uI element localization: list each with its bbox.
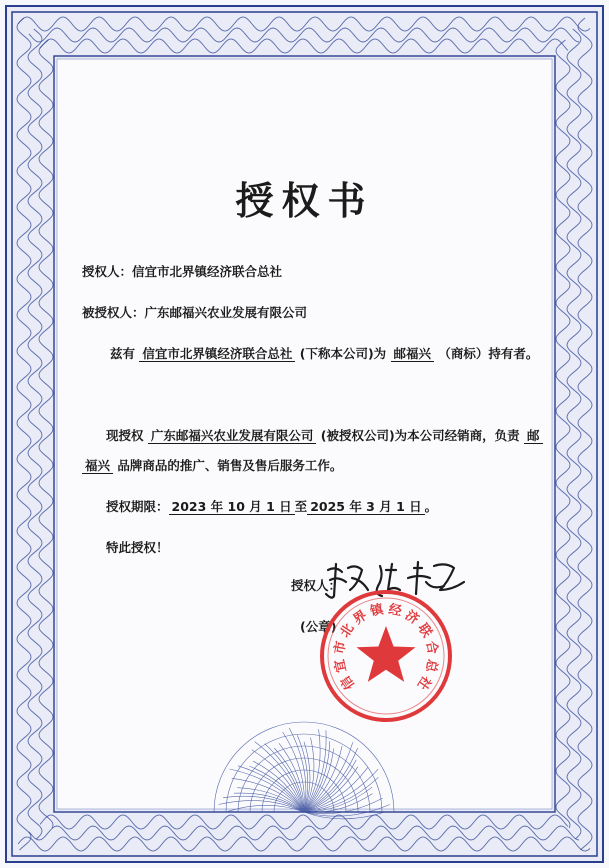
svg-text:信: 信 bbox=[338, 672, 359, 693]
para2-brand-part2: 福兴 bbox=[82, 458, 113, 474]
svg-text:镇: 镇 bbox=[369, 602, 385, 620]
paragraph-2-line-1 bbox=[106, 426, 543, 444]
grantor-label: 授权人： bbox=[82, 264, 133, 279]
svg-text:宜: 宜 bbox=[332, 657, 350, 674]
grantor-name: 信宜市北界镇经济联合总社 bbox=[132, 264, 283, 279]
svg-text:市: 市 bbox=[332, 639, 350, 656]
paragraph-2-line-2 bbox=[82, 456, 342, 474]
para1-suffix: （商标）持有者。 bbox=[438, 346, 539, 361]
authorization-period bbox=[106, 497, 437, 515]
svg-text:联: 联 bbox=[414, 621, 435, 641]
period-mid: 至 bbox=[294, 499, 308, 514]
svg-text:经: 经 bbox=[387, 602, 403, 620]
svg-text:合: 合 bbox=[422, 639, 440, 656]
period-end: 2025 年 3 月 1 日 bbox=[307, 499, 424, 515]
grantee-line bbox=[82, 303, 307, 321]
grantee-name: 广东邮福兴农业发展有限公司 bbox=[144, 305, 308, 320]
sign-label: 授权人： bbox=[291, 578, 342, 593]
para2-prefix: 现授权 bbox=[106, 428, 144, 443]
grantee-label: 被授权人： bbox=[82, 305, 145, 320]
para2-company: 广东邮福兴农业发展有限公司 bbox=[148, 428, 317, 444]
period-start: 2023 年 10 月 1 日 bbox=[169, 499, 295, 515]
paragraph-1 bbox=[110, 344, 538, 362]
svg-text:总: 总 bbox=[422, 657, 440, 674]
svg-text:北: 北 bbox=[337, 621, 358, 641]
grantor-line bbox=[82, 262, 282, 280]
para1-prefix: 兹有 bbox=[110, 346, 136, 361]
para1-brand: 邮福兴 bbox=[391, 346, 435, 362]
para1-company: 信宜市北界镇经济联合总社 bbox=[139, 346, 295, 362]
para1-mid: (下称本公司)为 bbox=[299, 346, 387, 361]
para2-brand-part1: 邮 bbox=[524, 428, 543, 444]
seal-label: (公章) bbox=[300, 619, 337, 634]
page-title: 授权书 bbox=[235, 179, 374, 223]
para2-suffix: 品牌商品的推广、销售及售后服务工作。 bbox=[117, 458, 343, 473]
svg-text:济: 济 bbox=[402, 608, 422, 628]
svg-text:社: 社 bbox=[413, 672, 434, 693]
period-end-punct: 。 bbox=[424, 499, 438, 514]
svg-text:界: 界 bbox=[350, 608, 370, 628]
closing-text: 特此授权！ bbox=[106, 540, 169, 555]
company-seal bbox=[316, 586, 456, 726]
para2-mid: (被授权公司)为本公司经销商，负责 bbox=[320, 428, 520, 443]
period-label: 授权期限： bbox=[106, 499, 169, 514]
seal-star-icon bbox=[357, 626, 416, 682]
